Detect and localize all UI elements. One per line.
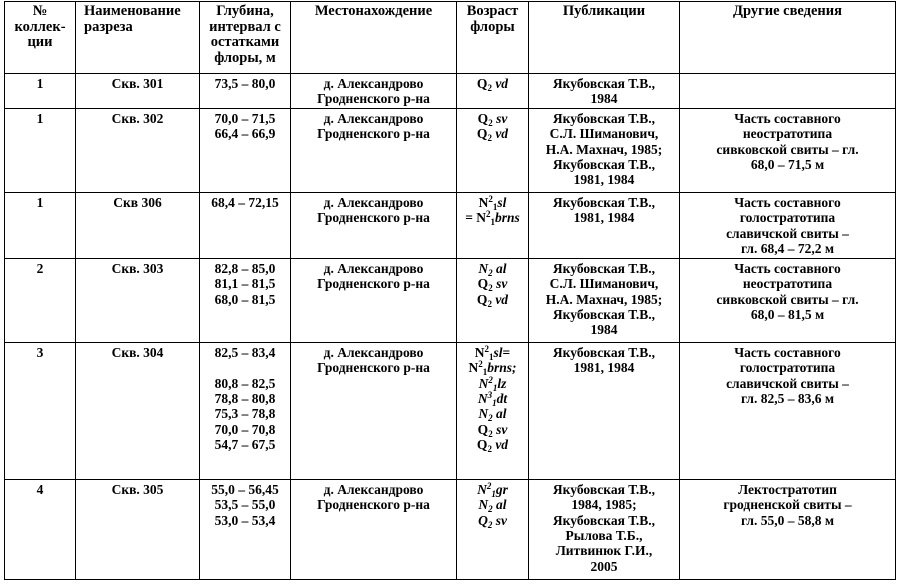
age-sub: 1 [492, 382, 498, 393]
depth-cell [200, 258, 291, 342]
section-name: Скв. 301 [111, 76, 164, 91]
age-index [460, 276, 525, 294]
collection-number-cell [5, 74, 76, 109]
depth-interval: 82,8 – 85,0 [214, 260, 276, 276]
age-sub: 2 [487, 83, 492, 93]
flora-age-cell [457, 342, 529, 479]
location-line: д. Александрово [323, 481, 424, 497]
location-line: Гродненского р-на [317, 276, 430, 292]
collection-number-cell [5, 108, 76, 192]
other-info-line: гл. 68,4 – 72,2 м [740, 241, 835, 257]
depth-cell [200, 108, 291, 192]
flora-age-cell [457, 258, 529, 342]
publications-cell [529, 258, 680, 342]
depth-interval: 70,0 – 71,5 [214, 110, 276, 126]
age-code: al [496, 497, 507, 513]
publication-line: Якубовская Т.В., [552, 260, 656, 276]
age-sub: 1 [489, 351, 494, 362]
collection-number: 3 [36, 344, 44, 360]
age-letter: N [478, 497, 489, 513]
table-row [5, 108, 896, 192]
age-sub: 2 [487, 298, 492, 309]
header-row [5, 2, 896, 74]
age-sup: 2 [488, 374, 493, 385]
publication-line: Якубовская Т.В., [552, 307, 656, 323]
depth-interval: 66,4 – 66,9 [214, 126, 276, 142]
age-letter: Q [478, 512, 488, 528]
header-depth: Глубина, интервал с остатками флоры, м [200, 2, 291, 74]
location-cell [291, 479, 457, 579]
location-line: д. Александрово [323, 76, 424, 91]
publication-line: 1984 [590, 322, 618, 338]
age-index [460, 195, 525, 210]
age-sup: 2 [486, 209, 491, 220]
table-body [5, 74, 896, 580]
age-index [460, 209, 525, 228]
age-code: sv [496, 276, 508, 292]
age-index [460, 497, 525, 515]
other-info-line: сивковской свиты – гл. [716, 141, 859, 157]
age-letter: Q [476, 291, 488, 307]
publication-line: 1984, 1985; [571, 497, 637, 513]
collection-number-cell [5, 479, 76, 579]
header-flora-age: Возраст флоры [457, 2, 529, 74]
depth-interval: 81,1 – 81,5 [214, 276, 276, 292]
age-sub: 2 [488, 413, 493, 424]
depth-cell [200, 192, 291, 258]
age-code: gr [495, 481, 508, 497]
section-name-cell [76, 192, 200, 258]
publication-line: Рылова Т.Б., [565, 528, 643, 544]
age-code: sl [493, 344, 503, 360]
header-other-info: Другие сведения [680, 2, 896, 74]
location-cell [291, 74, 457, 109]
section-name-cell [76, 74, 200, 109]
other-info-cell [680, 108, 896, 192]
collection-number-cell [5, 192, 76, 258]
age-index [460, 76, 525, 91]
other-info-cell [680, 258, 896, 342]
age-code: sv [495, 512, 507, 528]
other-info-line: голостратотипа [739, 210, 836, 226]
depth-interval: 70,0 – 70,8 [214, 421, 276, 437]
collection-number: 4 [36, 481, 44, 497]
location-line: Гродненского р-на [317, 497, 430, 513]
age-sub: 2 [488, 283, 493, 294]
location-line: д. Александрово [323, 110, 424, 126]
publication-line: Н.А. Махнач, 1985; [545, 291, 663, 307]
section-name-cell [76, 479, 200, 579]
age-letter: N [477, 481, 487, 497]
location-line: д. Александрово [323, 194, 424, 210]
age-code: vd [495, 76, 509, 91]
publication-line: С.Л. Шиманович, [549, 126, 659, 142]
depth-cell [200, 342, 291, 479]
publication-line: С.Л. Шиманович, [549, 276, 659, 292]
age-suffix: = [502, 344, 511, 360]
age-index [460, 111, 525, 126]
age-sup: 2 [488, 193, 493, 204]
depth-interval: 68,4 – 72,15 [211, 194, 279, 210]
age-sub: 2 [487, 133, 492, 144]
age-sub: 1 [492, 398, 497, 409]
location-cell [291, 108, 457, 192]
table-row [5, 74, 896, 109]
age-index [460, 437, 525, 455]
other-info-line: 68,0 – 81,5 м [750, 307, 825, 323]
depth-interval: 82,5 – 83,4 [214, 344, 276, 360]
publication-line: Якубовская Т.В., [552, 157, 656, 173]
age-code: sv [496, 421, 508, 437]
age-index [460, 482, 525, 497]
age-letter: N [476, 210, 487, 226]
age-index [460, 126, 525, 144]
depth-interval: 55,0 – 56,45 [211, 481, 279, 497]
publication-line: Якубовская Т.В., [552, 481, 656, 497]
age-index [460, 261, 525, 276]
depth-interval: 68,0 – 81,5 [214, 291, 276, 307]
age-code: sv [496, 110, 508, 126]
age-sub: 2 [488, 117, 493, 128]
age-sup: 2 [478, 359, 483, 370]
publications-cell [529, 192, 680, 258]
age-index [460, 359, 525, 378]
section-name: Скв. 302 [111, 110, 164, 126]
age-sub: 2 [488, 428, 493, 439]
age-sub: 1 [491, 488, 496, 499]
publication-line: Литвинюк Г.И., [555, 543, 653, 559]
age-index [460, 292, 525, 307]
collection-number-cell [5, 258, 76, 342]
collection-number: 2 [36, 260, 44, 276]
depth-interval: 78,8 – 80,8 [214, 391, 276, 407]
location-cell [291, 342, 457, 479]
table-row [5, 479, 896, 579]
depth-interval: 80,8 – 82,5 [214, 375, 276, 391]
other-info-cell [680, 74, 896, 109]
age-letter: N [474, 344, 485, 360]
other-info-cell [680, 192, 896, 258]
header-collection-number: № коллек- ции [5, 2, 76, 74]
age-code: dt [496, 391, 508, 407]
table-row [5, 192, 896, 258]
location-line: Гродненского р-на [317, 360, 430, 376]
publication-line: Якубовская Т.В., [552, 512, 656, 528]
age-index [460, 376, 525, 391]
age-index [460, 513, 525, 528]
publication-line: 1981, 1984 [573, 210, 635, 226]
other-info-line: славичской свиты – [726, 375, 849, 391]
age-letter: Q [476, 437, 488, 453]
other-info-cell [680, 342, 896, 479]
location-line: Гродненского р-на [317, 210, 430, 226]
age-letter: N [478, 260, 489, 276]
table-row [5, 258, 896, 342]
other-info-line: Часть составного [734, 110, 841, 126]
age-code: al [496, 260, 507, 276]
depth-interval: 54,7 – 67,5 [214, 437, 276, 453]
section-name: Скв. 305 [111, 481, 164, 497]
age-sub: 2 [488, 504, 493, 515]
age-letter: Q [477, 110, 489, 126]
age-sup: 3 [487, 390, 493, 401]
publications-cell [529, 108, 680, 192]
age-code: lz [497, 375, 507, 391]
age-sub: 1 [490, 217, 496, 228]
age-sub: 2 [487, 444, 492, 455]
location-line: д. Александрово [323, 260, 424, 276]
other-info-line: неостратотипа [742, 276, 833, 292]
age-code: brns; [487, 360, 517, 376]
publication-line: 1984 [590, 91, 618, 107]
publication-line: 1981, 1984 [573, 360, 635, 376]
other-info-cell [680, 479, 896, 579]
publications-cell [529, 342, 680, 479]
other-info-line: гл. 82,5 – 83,6 м [740, 391, 835, 407]
age-code: brns [495, 210, 520, 226]
publication-line: Якубовская Т.В., [552, 344, 656, 360]
table-row [5, 342, 896, 479]
other-info-line: славичской свиты – [726, 225, 849, 241]
section-name: Скв. 303 [111, 260, 164, 276]
depth-interval: 53,5 – 55,0 [214, 497, 276, 513]
depth-cell [200, 74, 291, 109]
age-index [460, 422, 525, 437]
location-line: д. Александрово [323, 344, 424, 360]
section-name: Скв. 304 [111, 344, 164, 360]
age-code: vd [495, 291, 509, 307]
age-letter: Q [477, 276, 489, 292]
publications-cell [529, 479, 680, 579]
age-letter: N [478, 194, 489, 210]
publication-line: 1981, 1984 [573, 172, 635, 188]
header-location: Местонахождение [291, 2, 457, 74]
age-letter: Q [477, 421, 489, 437]
flora-collections-table [4, 1, 896, 580]
section-name-cell [76, 258, 200, 342]
publications-cell [529, 74, 680, 109]
age-letter: N [478, 375, 489, 391]
other-info-line: гродненской свиты – [723, 497, 852, 513]
other-info-line: сивковской свиты – гл. [716, 291, 859, 307]
age-sub: 2 [487, 519, 493, 530]
publication-line: Якубовская Т.В., [552, 76, 656, 91]
age-sup: 2 [486, 480, 492, 491]
depth-interval: 75,3 – 78,8 [214, 406, 276, 422]
header-section-name: Наименование разреза [76, 2, 200, 74]
flora-age-cell [457, 108, 529, 192]
flora-age-cell [457, 192, 529, 258]
other-info-line: Часть составного [734, 260, 841, 276]
age-sup: 2 [484, 343, 490, 354]
publication-line: Якубовская Т.В., [552, 194, 656, 210]
flora-age-cell [457, 479, 529, 579]
age-letter: Q [476, 76, 488, 91]
other-info-line: Лектостратотип [738, 481, 837, 497]
collection-number: 1 [36, 76, 44, 91]
location-cell [291, 192, 457, 258]
collection-number: 1 [36, 110, 44, 126]
other-info-line: гл. 55,0 – 58,8 м [740, 512, 835, 528]
spacer [203, 360, 287, 375]
age-prefix: = [465, 210, 477, 226]
age-code: vd [495, 126, 509, 142]
age-letter: N [477, 391, 488, 407]
location-line: Гродненского р-на [317, 91, 430, 107]
age-letter: Q [476, 126, 488, 142]
section-name-cell [76, 342, 200, 479]
section-name: Скв 306 [113, 194, 162, 210]
age-index [460, 390, 525, 409]
other-info-line: 68,0 – 71,5 м [750, 157, 825, 173]
age-sub: 1 [492, 201, 498, 212]
publication-line: Якубовская Т.В., [552, 110, 656, 126]
flora-age-cell [457, 74, 529, 109]
depth-interval: 73,5 – 80,0 [214, 76, 276, 91]
other-info-line: Часть составного [734, 194, 841, 210]
other-info-line: неостратотипа [742, 126, 833, 142]
age-letter: N [468, 360, 479, 376]
depth-interval: 53,0 – 53,4 [214, 512, 276, 528]
age-index [460, 345, 525, 360]
header-publications: Публикации [529, 2, 680, 74]
age-letter: N [478, 406, 489, 422]
section-name-cell [76, 108, 200, 192]
age-sub: 1 [482, 367, 488, 378]
location-line: Гродненского р-на [317, 126, 430, 142]
age-sub: 2 [488, 267, 493, 278]
age-code: al [496, 406, 507, 422]
publication-line: Н.А. Махнач, 1985; [545, 141, 663, 157]
other-info-line: голостратотипа [739, 360, 836, 376]
publication-line: 2005 [590, 558, 618, 574]
other-info-line: Часть составного [734, 344, 841, 360]
collection-number-cell [5, 342, 76, 479]
collection-number: 1 [36, 194, 44, 210]
depth-cell [200, 479, 291, 579]
age-index [460, 406, 525, 424]
location-cell [291, 258, 457, 342]
age-code: sl [497, 194, 507, 210]
age-code: vd [495, 437, 509, 453]
